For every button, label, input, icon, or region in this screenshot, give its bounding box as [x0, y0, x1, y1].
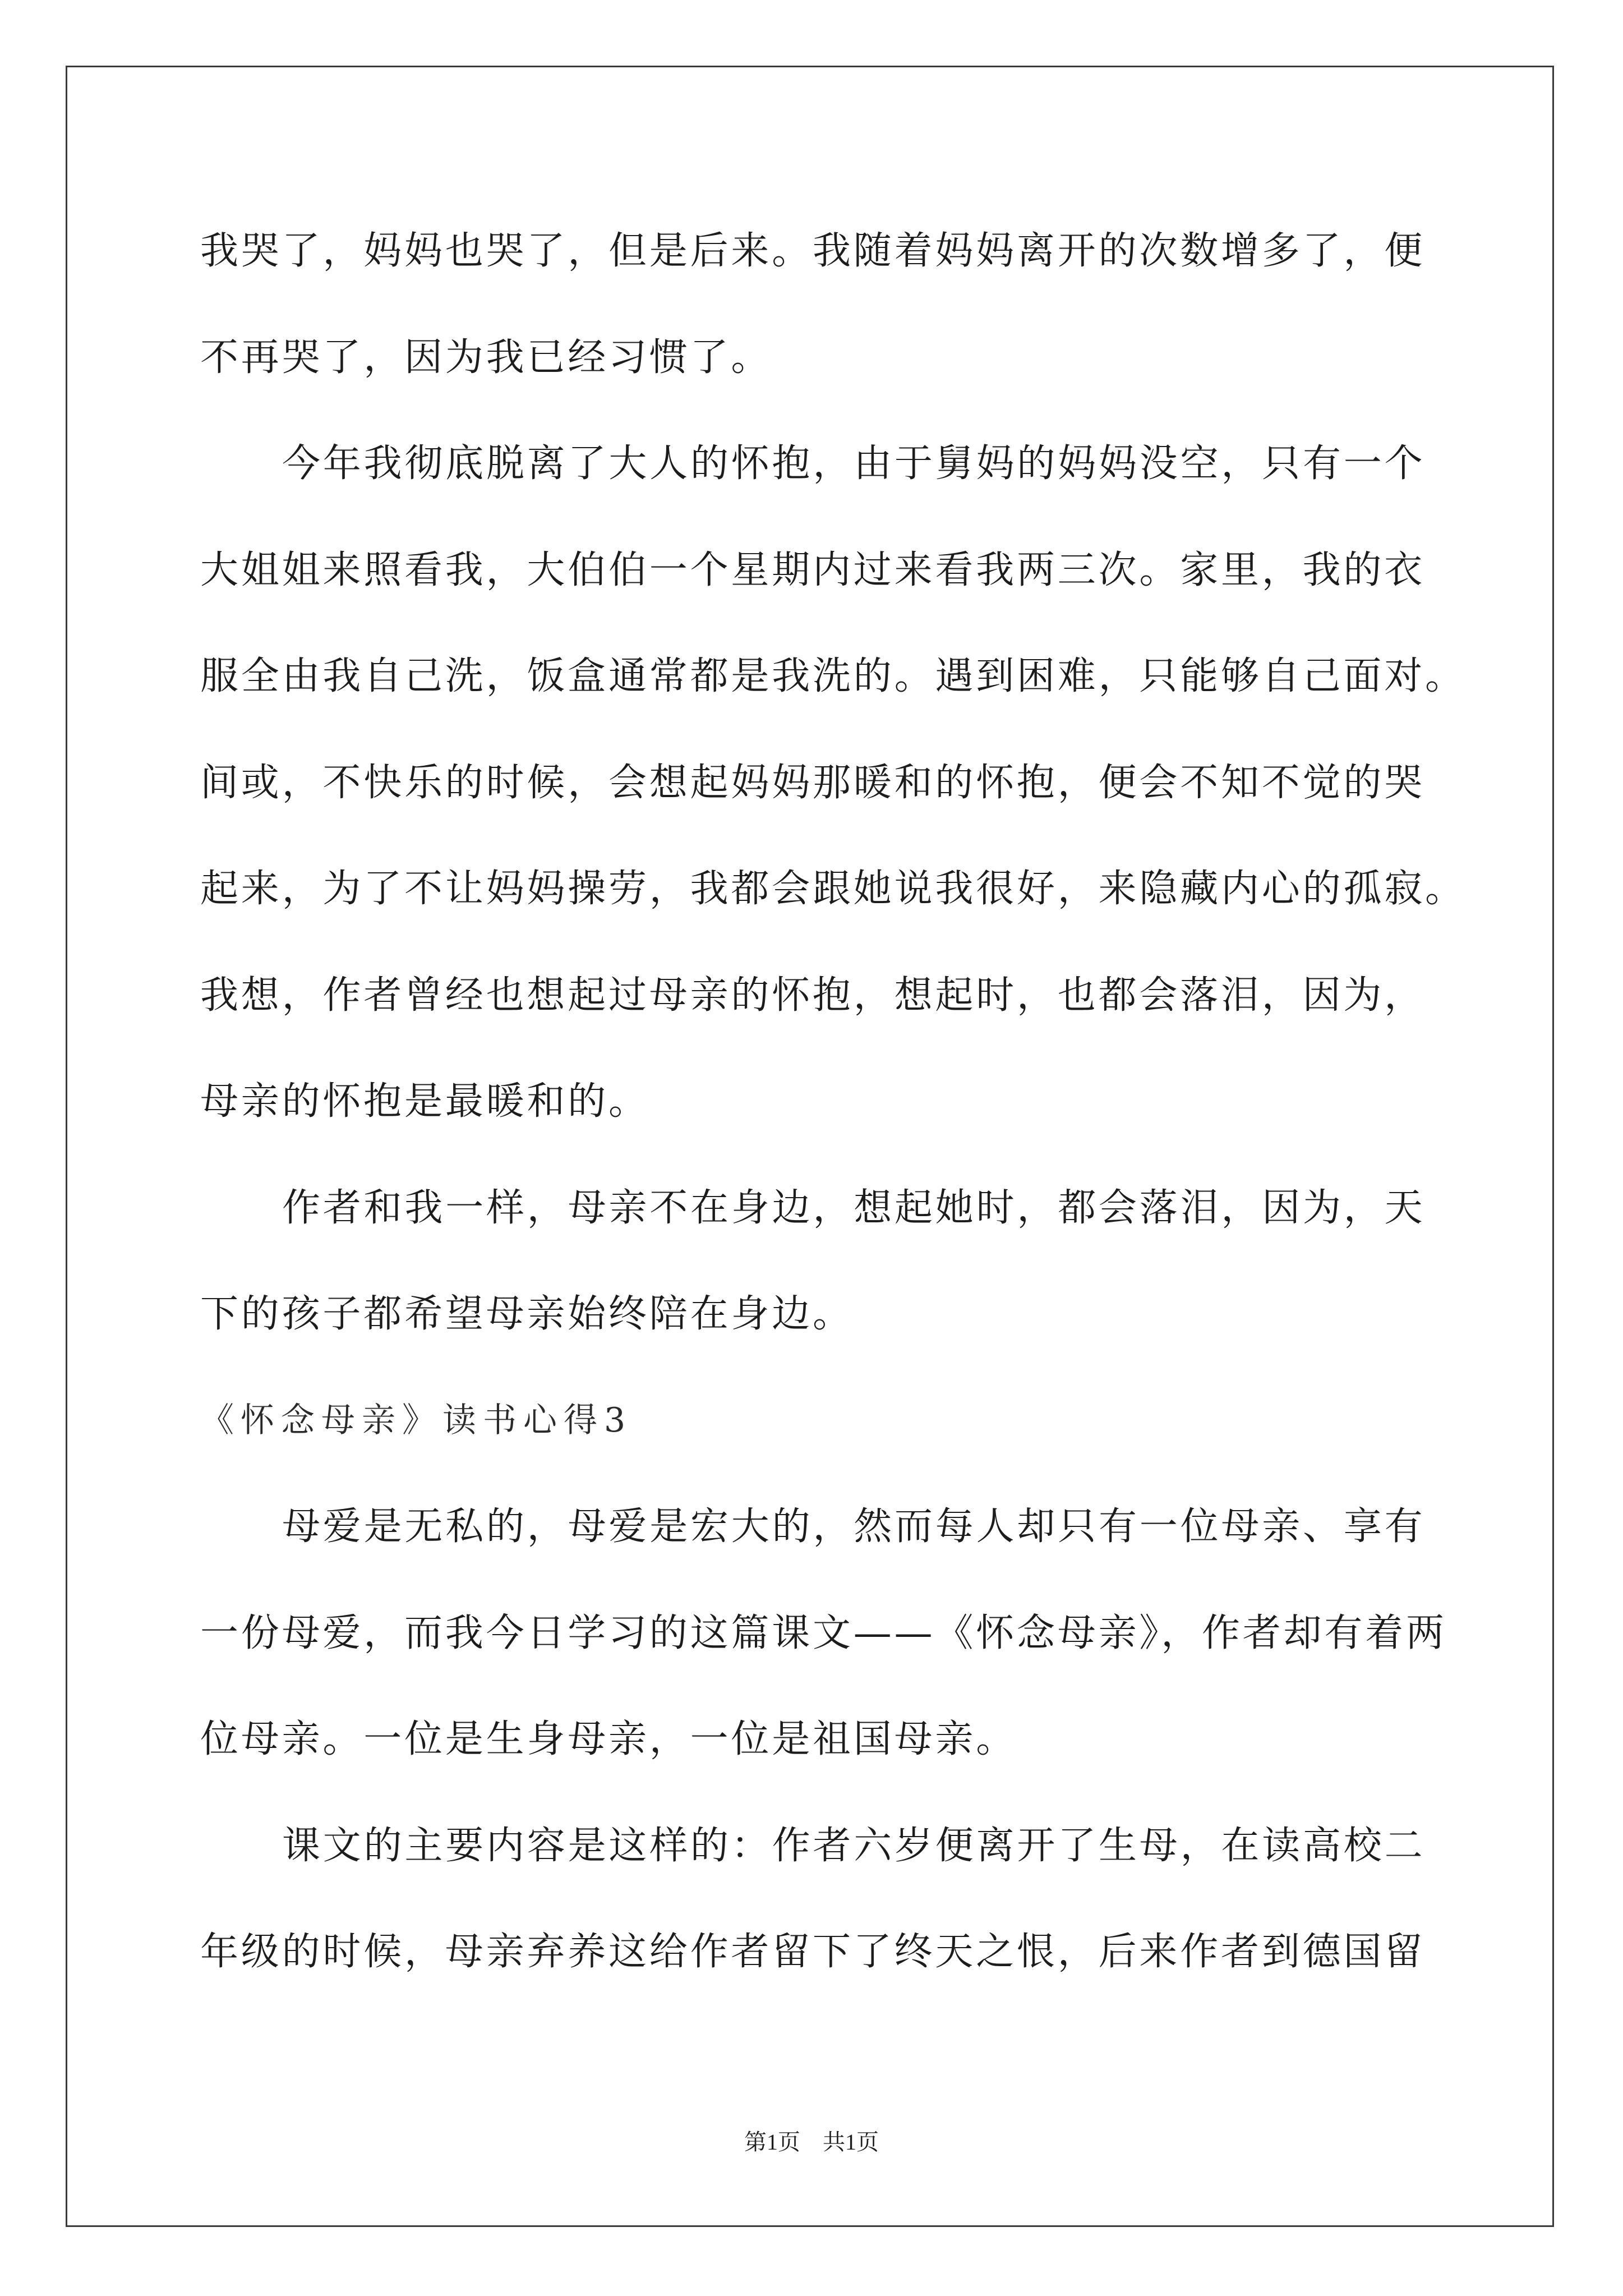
paragraph — [200, 1155, 1535, 1368]
text-line: 下的孩子都希望母亲始终陪在身边。 — [200, 1292, 854, 1336]
text-line: 间或，不快乐的时候，会想起妈妈那暖和的怀抱，便会不知不觉的哭 — [200, 760, 1426, 805]
text-line: 一份母爱，而我今日学习的这篇课文——《怀念母亲》，作者却有着两 — [200, 1611, 1447, 1655]
text-line: 起来，为了不让妈妈操劳，我都会跟她说我很好，来隐藏内心的孤寂。 — [200, 867, 1466, 911]
paragraph — [200, 1474, 1535, 1793]
text-line: 我哭了，妈妈也哭了，但是后来。我随着妈妈离开的次数增多了，便 — [200, 229, 1426, 273]
document-body — [200, 198, 1535, 2005]
text-line: 不再哭了，因为我已经习惯了。 — [200, 335, 772, 380]
text-line: 大姐姐来照看我，大伯伯一个星期内过来看我两三次。家里，我的衣 — [200, 547, 1426, 592]
essay-title: 《怀念母亲》读书心得3 — [200, 1400, 633, 1440]
text-line: 年级的时候，母亲弃养这给作者留下了终天之恨，后来作者到德国留 — [200, 1930, 1426, 1974]
text-line: 位母亲。一位是生身母亲，一位是祖国母亲。 — [200, 1717, 1017, 1761]
text-line: 课文的主要内容是这样的：作者六岁便离开了生母，在读高校二 — [282, 1823, 1426, 1868]
text-line: 今年我彻底脱离了大人的怀抱，由于舅妈的妈妈没空，只有一个 — [282, 441, 1426, 486]
paragraph — [200, 411, 1535, 1155]
text-line: 作者和我一样，母亲不在身边，想起她时，都会落泪，因为，天 — [282, 1185, 1426, 1230]
text-line: 服全由我自己洗，饭盒通常都是我洗的。遇到困难，只能够自己面对。 — [200, 654, 1466, 698]
text-line: 母爱是无私的，母爱是宏大的，然而每人却只有一位母亲、享有 — [282, 1504, 1426, 1549]
text-line: 母亲的怀抱是最暖和的。 — [200, 1079, 649, 1124]
paragraph — [200, 1793, 1535, 2005]
text-line: 我想，作者曾经也想起过母亲的怀抱，想起时，也都会落泪，因为， — [200, 973, 1426, 1018]
paragraph — [200, 198, 1535, 411]
page-footer: 第1页 共1页 — [744, 2129, 879, 2155]
